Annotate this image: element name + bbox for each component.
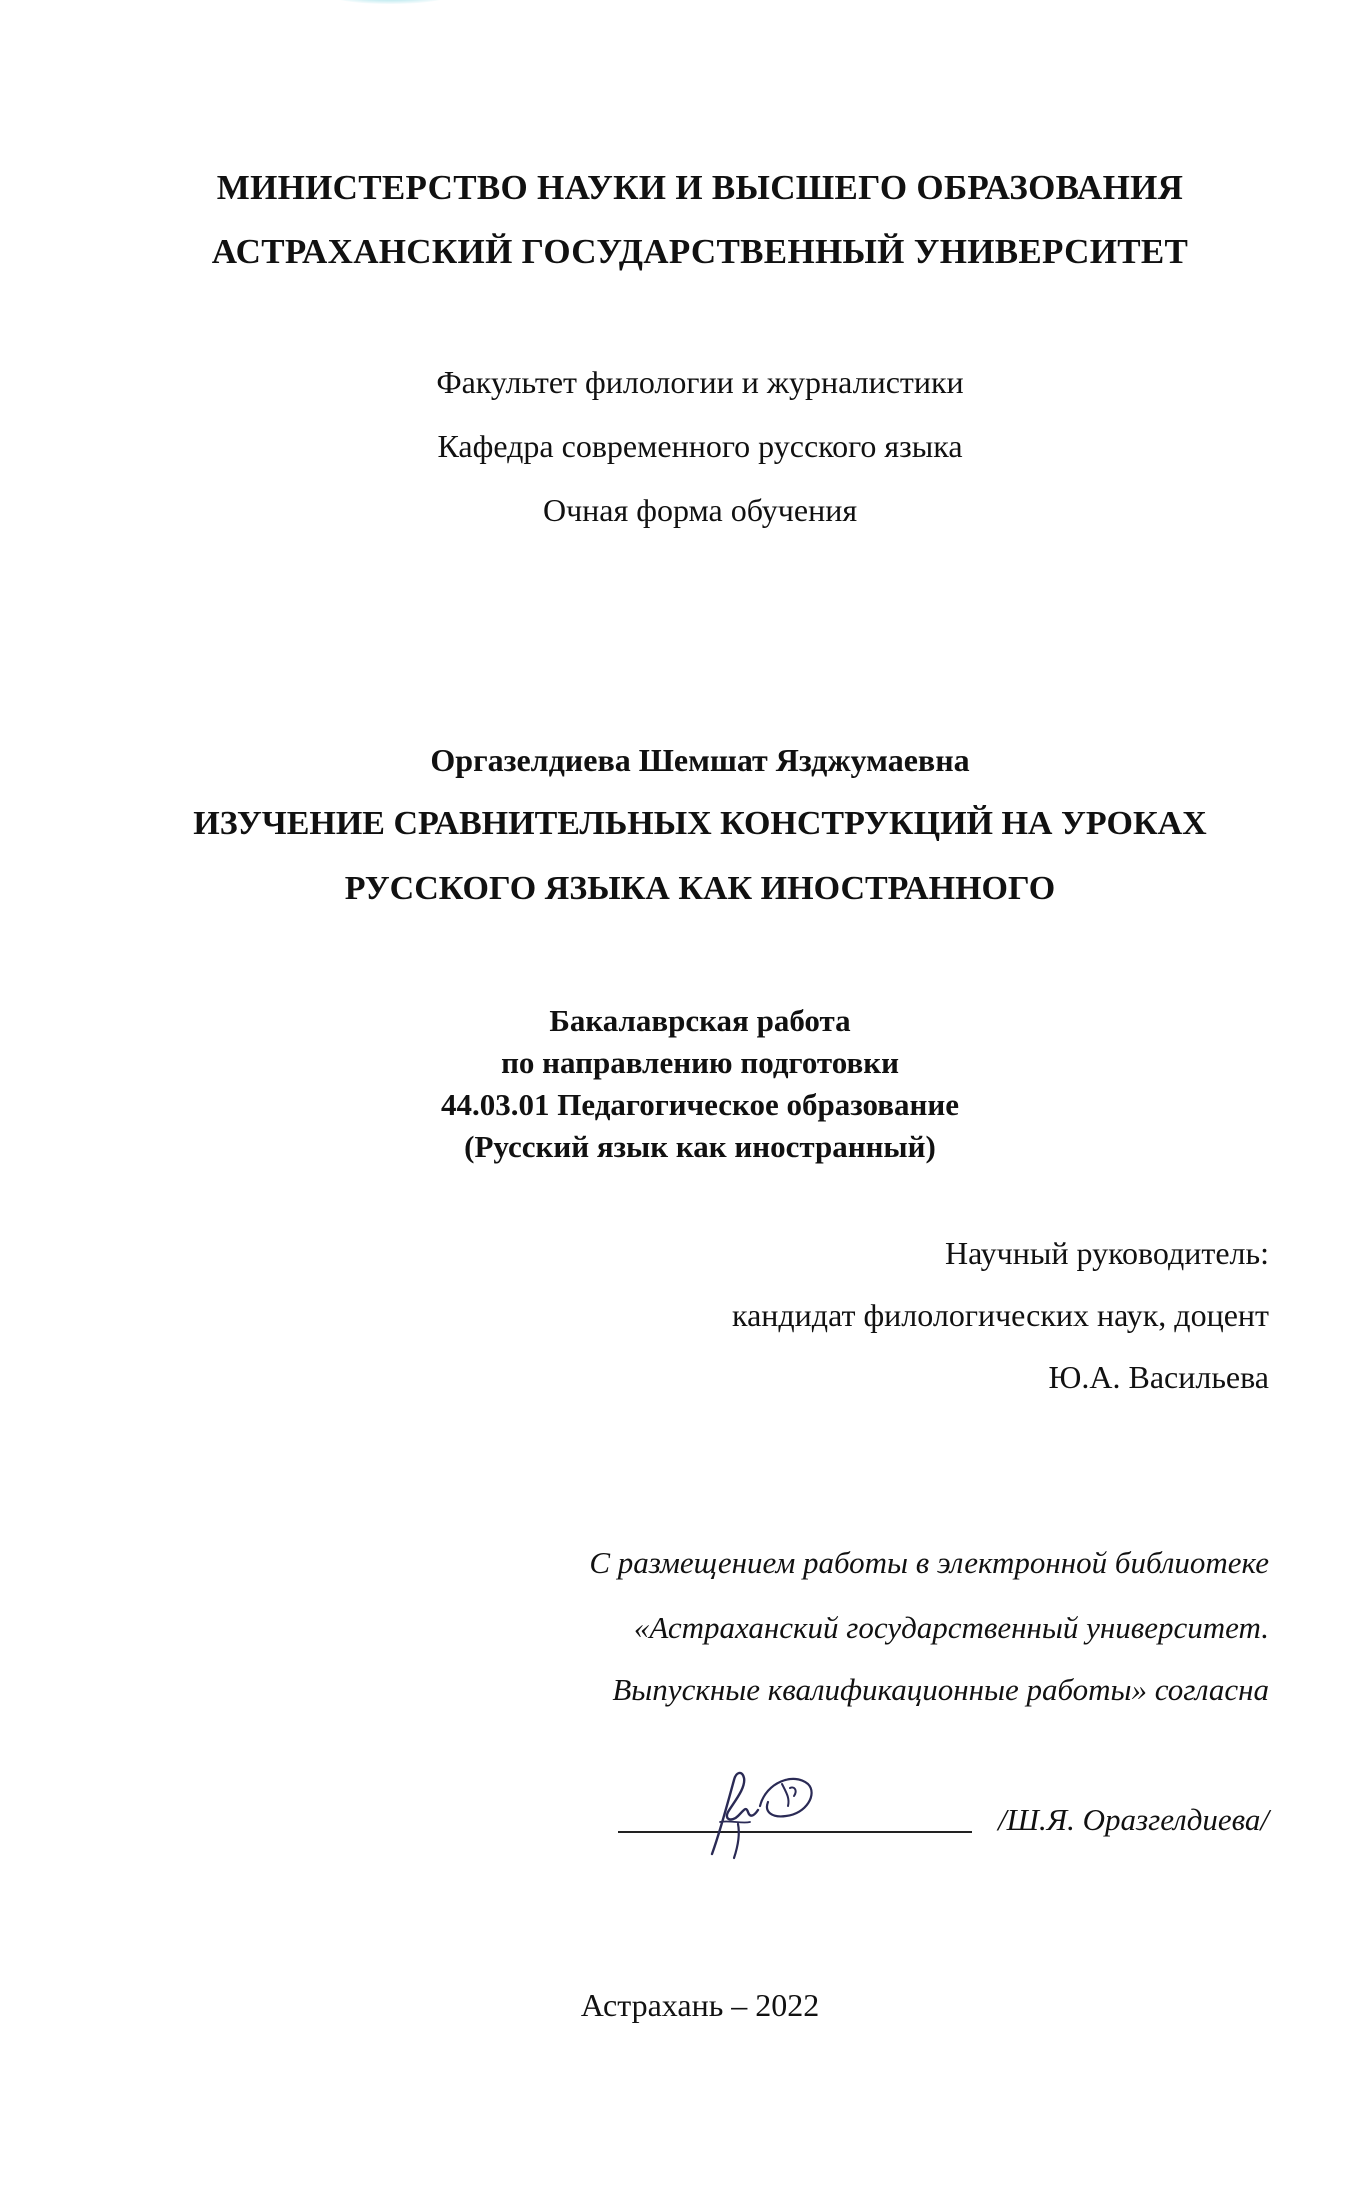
chair-name: Кафедра современного русского языка (437, 428, 963, 464)
scan-artifact (330, 0, 450, 4)
work-type-line-4: (Русский язык как иностранный) (464, 1129, 936, 1164)
thesis-title-line-2: РУССКОГО ЯЗЫКА КАК ИНОСТРАННОГО (344, 870, 1056, 907)
supervisor-name: Ю.А. Васильева (1048, 1359, 1269, 1395)
thesis-title-line-1: ИЗУЧЕНИЕ СРАВНИТЕЛЬНЫХ КОНСТРУКЦИЙ НА УРОКАХ (193, 805, 1207, 842)
supervisor-label: Научный руководитель: (944, 1235, 1269, 1271)
author-name: Оргазелдиева Шемшат Язджумаевна (430, 742, 970, 778)
university-heading: АСТРАХАНСКИЙ ГОСУДАРСТВЕННЫЙ УНИВЕРСИТЕТ (211, 232, 1189, 271)
city-year: Астрахань – 2022 (580, 1987, 820, 2023)
study-form: Очная форма обучения (542, 492, 858, 528)
signer-name: /Ш.Я. Оразгелдиева/ (998, 1802, 1269, 1837)
supervisor-degree: кандидат филологических наук, доцент (732, 1297, 1269, 1333)
work-type-line-1: Бакалаврская работа (549, 1003, 851, 1038)
faculty-name: Факультет филологии и журналистики (436, 364, 964, 400)
handwritten-signature (690, 1762, 830, 1867)
work-type-line-2: по направлению подготовки (501, 1045, 899, 1080)
ministry-heading: МИНИСТЕРСТВО НАУКИ И ВЫСШЕГО ОБРАЗОВАНИЯ (216, 168, 1184, 207)
consent-line-3: Выпускные квалификационные работы» согласна (612, 1672, 1269, 1707)
consent-line-2: «Астраханский государственный университет. (633, 1610, 1269, 1645)
consent-line-1: С размещением работы в электронной библиотеке (589, 1545, 1269, 1580)
work-type-line-3: 44.03.01 Педагогическое образование (441, 1087, 959, 1122)
